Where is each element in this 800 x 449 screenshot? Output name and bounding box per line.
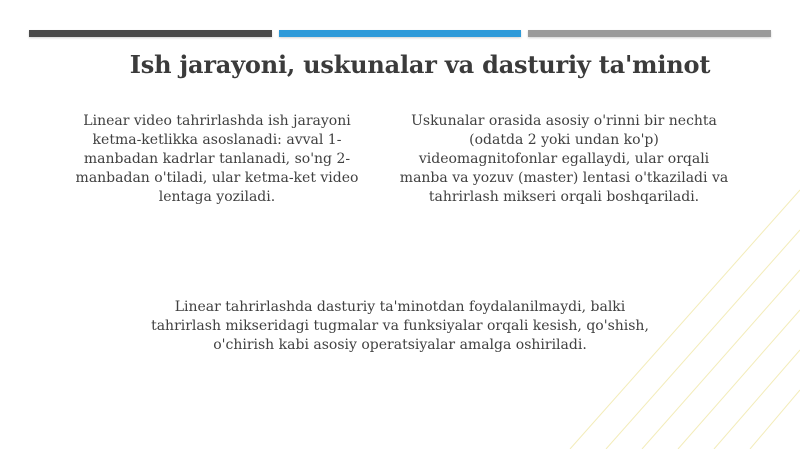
slide-title: Ish jarayoni, uskunalar va dasturiy ta'minot — [129, 50, 711, 79]
header-bar-dark — [29, 30, 272, 37]
paragraph-software: Linear tahrirlashda dasturiy ta'minotdan foydalanilmaydi, balki tahrirlash mikseridagi tugmalar va funksiyalar orqali kesish, qo'shish, o'chirish kabi asosiy operatsiyalar amalga oshiriladi. — [151, 299, 649, 353]
header-bar-gray — [528, 30, 771, 37]
paragraph-equipment: Uskunalar orasida asosiy o'rinni bir nechta (odatda 2 yoki undan ko'p) videomagnitofonlar egallaydi, ular orqali manba va yozuv (master) lentasi o'tkaziladi va tahrirlash mikseri orqali boshqariladi. — [399, 113, 729, 205]
header-bar-blue — [279, 30, 521, 37]
paragraph-workflow: Linear video tahrirlashda ish jarayoni ketma-ketlikka asoslanadi: avval 1-manbadan kadrlar tanlanadi, so'ng 2-manbadan o'tiladi, ular ketma-ket video lentaga yoziladi. — [75, 113, 359, 205]
